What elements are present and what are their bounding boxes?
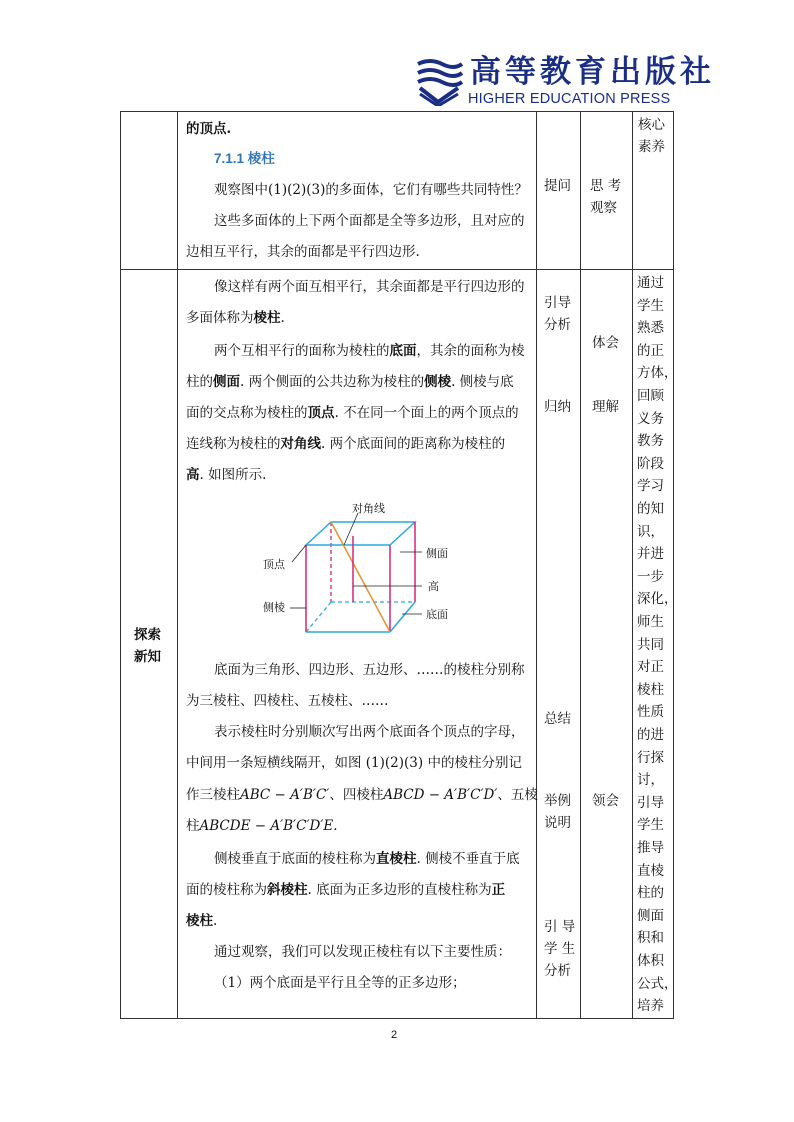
design-intent-line: 体积 (637, 953, 664, 969)
publisher-name-en: HIGHER EDUCATION PRESS (468, 91, 671, 107)
student-activity-b: 理解 (592, 399, 619, 415)
content-line-10: 表示棱柱时分别顺次写出两个底面各个顶点的字母， (214, 724, 525, 740)
table-top-border (120, 111, 674, 112)
design-intent-line: 行探 (637, 749, 664, 766)
design-intent-line: 棱柱 (637, 681, 664, 698)
row1-intent-a: 核心 (638, 117, 665, 133)
content-line-13: 柱ABCDE − A′B′C′D′E. (186, 818, 338, 834)
row-divider (120, 269, 674, 270)
design-intent-line: 性质 (637, 704, 664, 721)
design-intent-line: 侧面 (637, 907, 664, 924)
design-intent-line: 回顾 (637, 388, 664, 404)
col-line-4 (632, 111, 633, 1018)
design-intent-line: 学生 (637, 817, 664, 834)
page-number: 2 (391, 1029, 398, 1041)
design-intent-line: 并进 (637, 546, 664, 563)
content-line-17: 通过观察，我们可以发现正棱柱有以下主要性质： (214, 944, 511, 960)
fig-label-side-face: 侧面 (426, 547, 448, 560)
design-intent-line: 引导 (637, 794, 664, 811)
content-line-18: （1）两个底面是平行且全等的正多边形； (214, 975, 466, 991)
col-line-2 (536, 111, 537, 1018)
teacher-activity-e2: 学 生 (544, 941, 576, 957)
content-line-15: 面的棱柱称为斜棱柱. 底面为正多边形的直棱柱称为正 (186, 882, 506, 898)
design-intent-line: 识， (637, 523, 664, 540)
design-intent-line: 柱的 (637, 885, 664, 902)
content-line-8: 底面为三角形、四边形、五边形、……的棱柱分别称 (214, 662, 525, 678)
design-intent-line: 学习 (637, 478, 664, 495)
fig-label-diagonal: 对角线 (352, 502, 385, 515)
design-intent-line: 方体， (637, 365, 678, 382)
content-line-3: 两个互相平行的面称为棱柱的底面，其余的面称为棱 (214, 343, 525, 359)
student-activity-a: 体会 (592, 335, 619, 351)
design-intent-line: 义务 (637, 410, 664, 427)
fig-label-base: 底面 (426, 608, 448, 621)
row1-student-activity-b: 观察 (590, 200, 617, 216)
design-intent-line: 通过 (637, 275, 664, 291)
col-line-1 (177, 111, 178, 1018)
section-heading: 7.1.1 棱柱 (214, 151, 275, 166)
stage-label-a: 探索 (134, 627, 161, 643)
design-intent-line: 熟悉 (637, 320, 664, 337)
content-line-12: 作三棱柱ABC − A′B′C′、四棱柱ABCD − A′B′C′D′、五棱 (186, 787, 538, 803)
content-line-11: 中间用一条短横线隔开，如图 (1)(2)(3) 中的棱柱分别记 (186, 755, 522, 771)
content-line-14: 侧棱垂直于底面的棱柱称为直棱柱. 侧棱不垂直于底 (214, 851, 520, 867)
design-intent-line: 师生 (637, 614, 664, 630)
teacher-activity-a1: 引导 (544, 295, 571, 311)
teacher-activity-c: 总结 (544, 711, 571, 727)
row1-student-activity-a: 思 考 (590, 178, 622, 194)
teacher-activity-d2: 说明 (544, 815, 571, 831)
fig-label-height: 高 (428, 580, 439, 593)
table-bottom-border (120, 1018, 674, 1019)
design-intent-line: 公式， (637, 975, 678, 992)
row1-intent-b: 素养 (638, 139, 665, 155)
content-line-16: 棱柱. (186, 913, 218, 929)
fig-label-vertex: 顶点 (263, 558, 285, 571)
publisher-emblem-icon (414, 56, 464, 106)
teacher-activity-e1: 引 导 (544, 919, 576, 935)
content-line-5: 面的交点称为棱柱的顶点. 不在同一个面上的两个顶点的 (186, 405, 519, 421)
content-line-2: 多面体称为棱柱. (186, 310, 285, 326)
design-intent-line: 深化， (637, 591, 678, 608)
content-line-4: 柱的侧面. 两个侧面的公共边称为棱柱的侧棱. 侧棱与底 (186, 374, 514, 390)
teacher-activity-a2: 分析 (544, 317, 571, 333)
design-intent-line: 教务 (637, 433, 664, 450)
teacher-activity-e3: 分析 (544, 963, 571, 979)
row1-teacher-activity: 提问 (544, 178, 571, 194)
design-intent-line: 的进 (637, 727, 664, 743)
col-line-0 (120, 111, 121, 1018)
teacher-activity-b: 归纳 (544, 399, 571, 415)
design-intent-line: 对正 (637, 659, 664, 676)
content-line-7: 高. 如图所示. (186, 467, 267, 483)
publisher-name-cn: 高等教育出版社 (470, 54, 715, 90)
content-line-1: 像这样有两个面互相平行，其余面都是平行四边形的 (214, 279, 525, 295)
publisher-logo (414, 52, 715, 110)
design-intent-line: 学生 (637, 297, 664, 314)
row1-line1: 的顶点. (186, 121, 232, 137)
teacher-activity-d1: 举例 (544, 793, 571, 809)
stage-label-b: 新知 (134, 649, 161, 665)
row1-para2b: 边相互平行，其余的面都是平行四边形. (186, 244, 420, 260)
design-intent-line: 直棱 (637, 862, 664, 879)
design-intent-line: 的正 (637, 342, 664, 359)
design-intent-line: 的知 (637, 501, 664, 517)
content-line-6: 连线称为棱柱的对角线. 两个底面间的距离称为棱柱的 (186, 436, 506, 452)
design-intent-line: 一步 (637, 568, 664, 585)
student-activity-c: 领会 (592, 793, 619, 809)
row1-para1: 观察图中(1)(2)(3)的多面体，它们有哪些共同特性？ (214, 182, 528, 198)
row1-para2a: 这些多面体的上下两个面都是全等多边形，且对应的 (214, 213, 525, 229)
design-intent-line: 共同 (637, 636, 664, 653)
design-intent-line: 培养 (637, 998, 664, 1015)
content-line-9: 为三棱柱、四棱柱、五棱柱、…… (186, 693, 389, 709)
fig-label-side-edge: 侧棱 (263, 601, 285, 614)
design-intent-line: 讨， (637, 772, 664, 789)
col-line-5 (673, 111, 674, 1018)
design-intent-line: 阶段 (637, 455, 664, 472)
design-intent-line: 推导 (637, 840, 664, 856)
col-line-3 (580, 111, 581, 1018)
design-intent-line: 积和 (637, 930, 664, 947)
